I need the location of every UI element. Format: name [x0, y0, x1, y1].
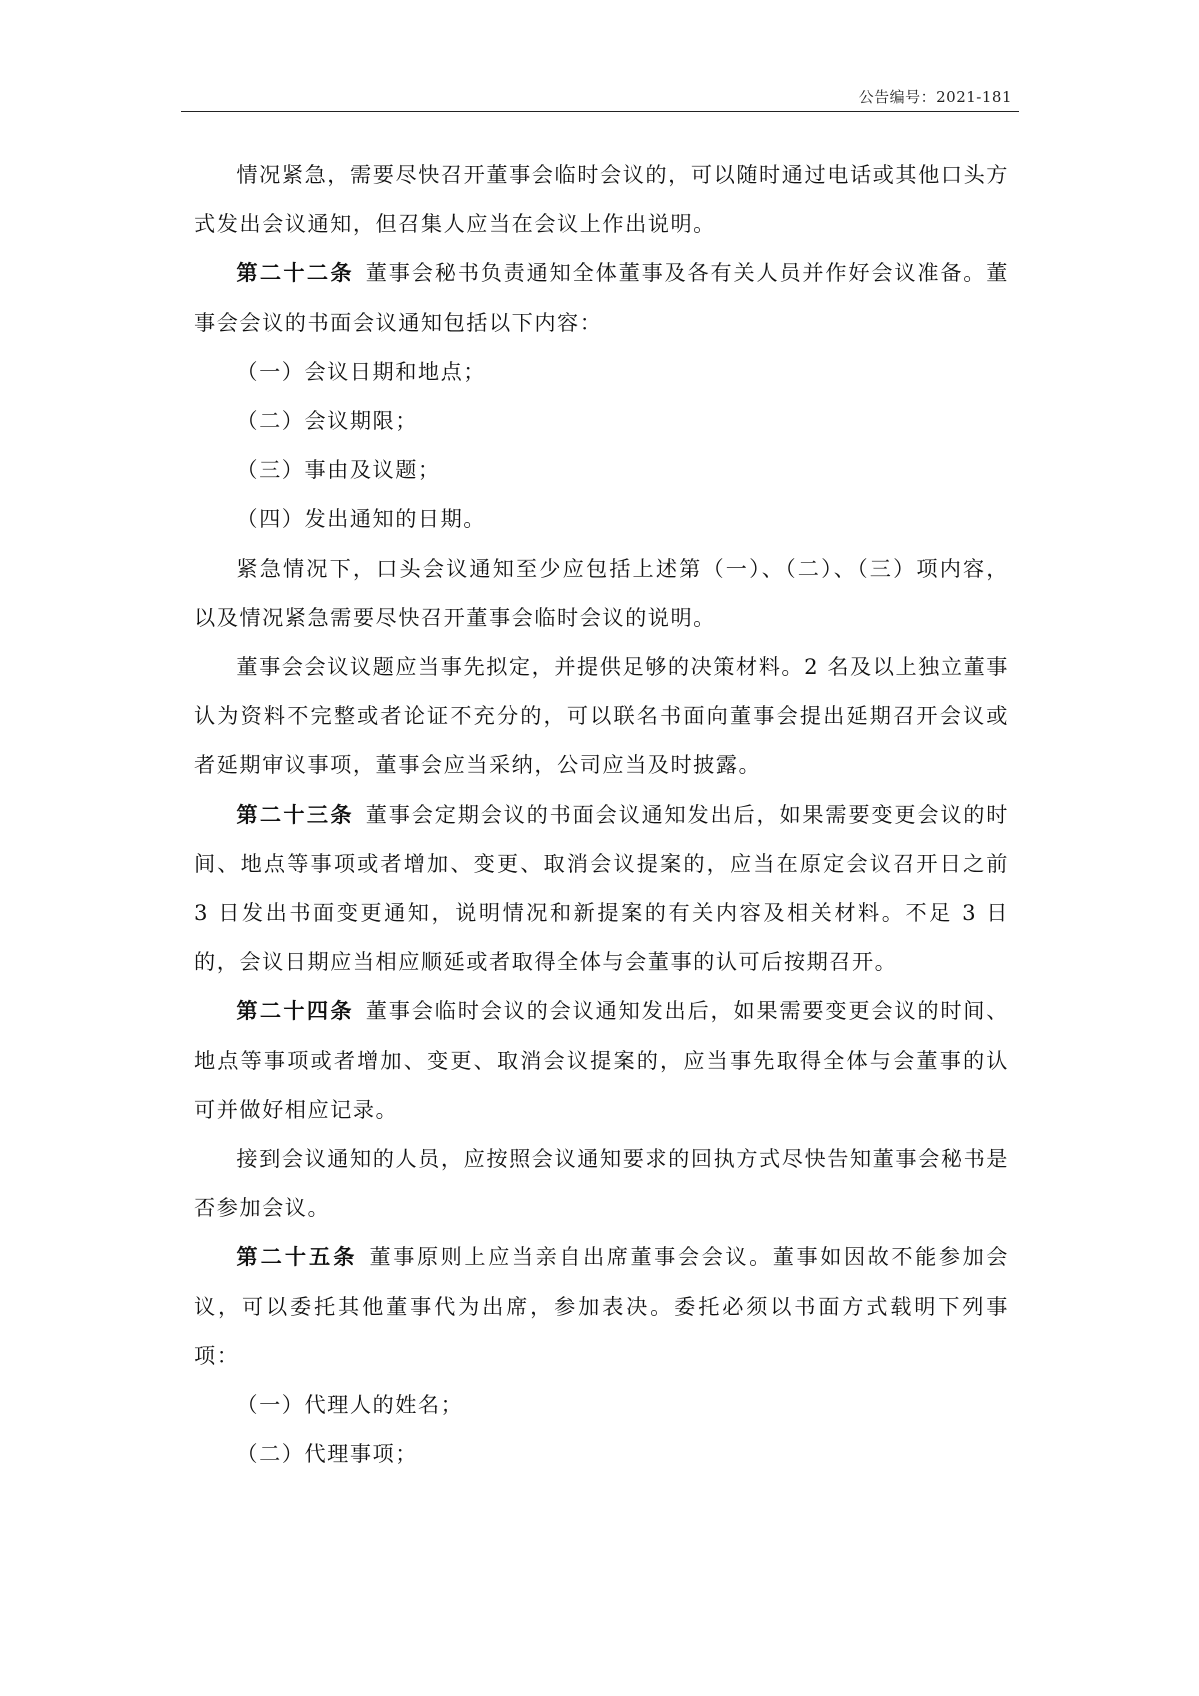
paragraph — [194, 642, 1009, 790]
paragraph-text: 董事会临时会议的会议通知发出后，如果需要变更会议的时间、地点等事项或者增加、变更、取消会议提案的，应当事先取得全体与会董事的认可并做好相应记录。 — [194, 998, 1009, 1122]
paragraph-text: （四）发出通知的日期。 — [236, 506, 486, 532]
list-item — [194, 1429, 1009, 1478]
list-item — [194, 1380, 1009, 1429]
article-heading: 第二十二条 — [236, 260, 354, 286]
paragraph-text: 董事会秘书负责通知全体董事及各有关人员并作好会议准备。董事会会议的书面会议通知包括以下内容： — [194, 260, 1009, 335]
header-divider — [181, 111, 1019, 112]
paragraph-text: 情况紧急，需要尽快召开董事会临时会议的，可以随时通过电话或其他口头方式发出会议通知，但召集人应当在会议上作出说明。 — [194, 162, 1009, 237]
paragraph-text: 董事会会议议题应当事先拟定，并提供足够的决策材料。2 名及以上独立董事认为资料不完整或者论证不充分的，可以联名书面向董事会提出延期召开会议或者延期审议事项，董事会应当采纳，公司应当及时披露。 — [194, 654, 1009, 778]
paragraph-text: 董事会定期会议的书面会议通知发出后，如果需要变更会议的时间、地点等事项或者增加、变更、取消会议提案的，应当在原定会议召开日之前 3 日发出书面变更通知，说明情况和新提案的有关内容及相关材料。不足 3 日的，会议日期应当相应顺延或者取得全体与会董事的认可后按期召开。 — [194, 801, 1009, 975]
paragraph — [194, 544, 1009, 642]
announcement-number: 公告编号：2021-181 — [858, 88, 1012, 106]
article-heading: 第二十四条 — [236, 998, 354, 1024]
paragraph-text: （三）事由及议题； — [236, 457, 441, 483]
paragraph-text: （一）代理人的姓名； — [236, 1392, 464, 1418]
list-item — [194, 347, 1009, 396]
article-paragraph — [194, 986, 1009, 1134]
paragraph-text: （一）会议日期和地点； — [236, 358, 486, 384]
paragraph-text: 董事原则上应当亲自出席董事会会议。董事如因故不能参加会议，可以委托其他董事代为出席，参加表决。委托必须以书面方式载明下列事项： — [194, 1244, 1009, 1368]
document-body — [194, 150, 1009, 1478]
list-item — [194, 494, 1009, 543]
paragraph-text: 接到会议通知的人员，应按照会议通知要求的回执方式尽快告知董事会秘书是否参加会议。 — [194, 1146, 1009, 1221]
list-item — [194, 396, 1009, 445]
article-paragraph — [194, 790, 1009, 987]
article-paragraph — [194, 248, 1009, 346]
paragraph — [194, 1134, 1009, 1232]
paragraph-text: （二）代理事项； — [236, 1441, 418, 1467]
paragraph-text: 紧急情况下，口头会议通知至少应包括上述第（一）、（二）、（三）项内容，以及情况紧急需要尽快召开董事会临时会议的说明。 — [194, 555, 1009, 630]
article-heading: 第二十三条 — [236, 801, 354, 827]
article-heading: 第二十五条 — [236, 1244, 358, 1270]
paragraph — [194, 150, 1009, 248]
article-paragraph — [194, 1232, 1009, 1380]
list-item — [194, 445, 1009, 494]
paragraph-text: （二）会议期限； — [236, 408, 418, 434]
